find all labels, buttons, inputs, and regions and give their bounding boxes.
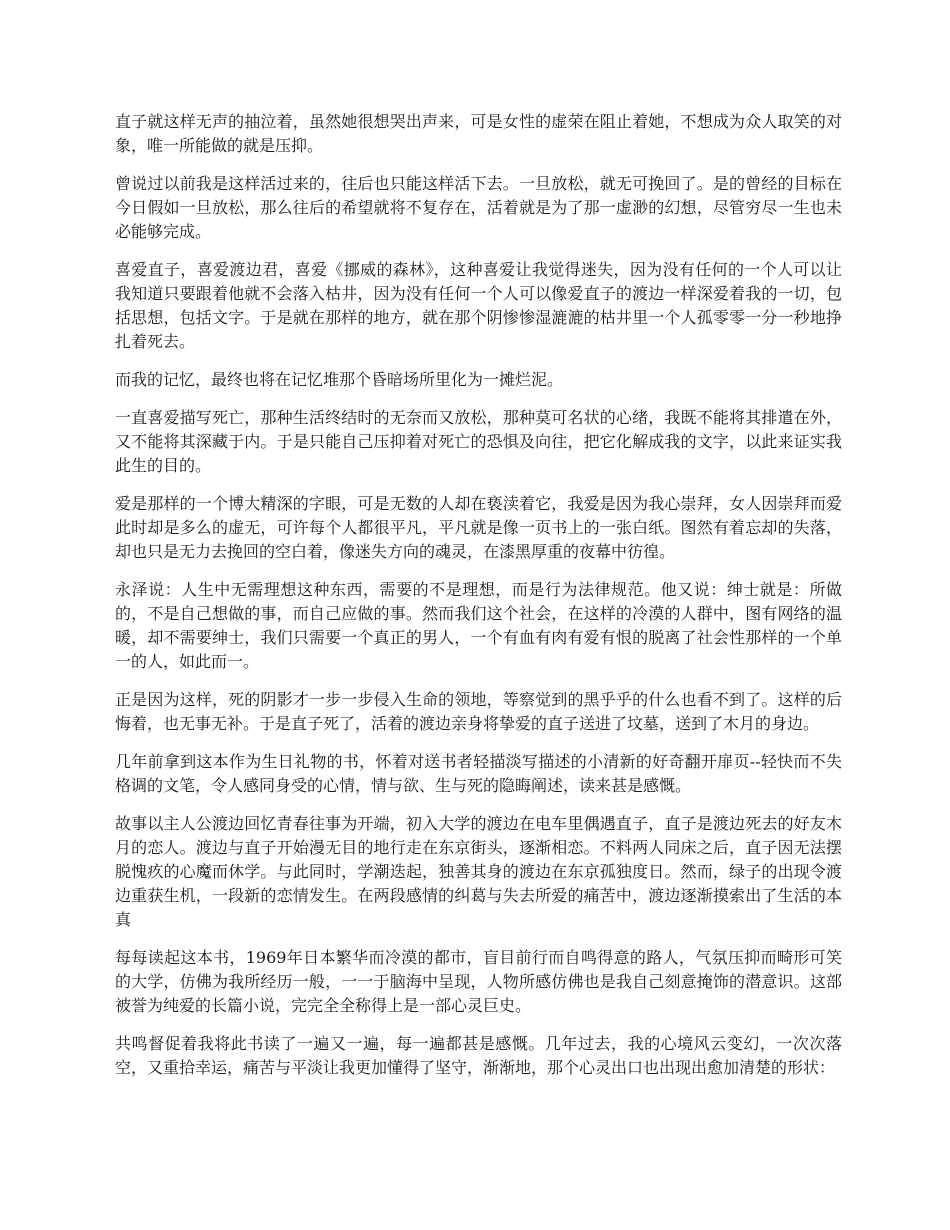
- paragraph-3: 喜爱直子，喜爱渡边君，喜爱《挪威的森林》，这种喜爱让我觉得迷失，因为没有任何的一个人可以让我知道只要跟着他就不会落入枯井，因为没有任何一个人可以像爱直子的渡边一样深爱着我的一切，包括思想，包括文字。于是就在那样的地方，就在那个阴惨惨湿漉漉的枯井里一个人孤零零一分一秒地挣扎着死去。: [115, 260, 842, 351]
- paragraph-2: 曾说过以前我是这样活过来的，往后也只能这样活下去。一旦放松，就无可挽回了。是的曾经的目标在今日假如一旦放松，那么往后的希望就将不复存在，活着就是为了那一虚渺的幻想，尽管穷尽一生也未必能够完成。: [115, 174, 842, 241]
- paragraph-11: 每每读起这本书，1969年日本繁华而冷漠的都市，盲目前行而自鸣得意的路人，气氛压抑而畸形可笑的大学，仿佛为我所经历一般，一一于脑海中呈现，人物所感仿佛也是我自己刻意掩饰的潜意识。这部被誉为纯爱的长篇小说，完完全全称得上是一部心灵巨史。: [115, 948, 842, 1015]
- paragraph-12: 共鸣督促着我将此书读了一遍又一遍，每一遍都甚是感慨。几年过去，我的心境风云变幻，一次次落空，又重拾幸运，痛苦与平淡让我更加懂得了坚守，渐渐地，那个心灵出口也出现出愈加清楚的形状：: [115, 1034, 842, 1077]
- paragraph-4: 而我的记忆，最终也将在记忆堆那个昏暗场所里化为一摊烂泥。: [115, 370, 564, 389]
- paragraph-8: 正是因为这样，死的阴影才一步一步侵入生命的领地，等察觉到的黑乎乎的什么也看不到了。这样的后悔着，也无事无补。于是直子死了，活着的渡边亲身将挚爱的直子送进了坟墓，送到了木月的身边。: [115, 690, 842, 733]
- paragraph-5: 一直喜爱描写死亡，那种生活终结时的无奈而又放松，那种莫可名状的心绪，我既不能将其排遣在外，又不能将其深藏于内。于是只能自己压抑着对死亡的恐惧及向往，把它化解成我的文字，以此来证实我此生的目的。: [115, 408, 842, 475]
- paragraph-9: 几年前拿到这本作为生日礼物的书，怀着对送书者轻描淡写描述的小清新的好奇翻开扉页--轻快而不失格调的文笔，令人感同身受的心情，情与欲、生与死的隐晦阐述，读来甚是感慨。: [115, 752, 842, 795]
- paragraph-1: 直子就这样无声的抽泣着，虽然她很想哭出声来，可是女性的虚荣在阻止着她，不想成为众人取笑的对象，唯一所能做的就是压抑。: [115, 112, 842, 155]
- paragraph-6: 爱是那样的一个博大精深的字眼，可是无数的人却在亵渎着它，我爱是因为我心崇拜，女人因崇拜而爱此时却是多么的虚无，可许每个人都很平凡，平凡就是像一页书上的一张白纸。图然有着忘却的失落，却也只是无力去挽回的空白着，像迷失方向的魂灵，在漆黑厚重的夜幕中彷徨。: [115, 494, 842, 561]
- paragraph-7: 永泽说：人生中无需理想这种东西，需要的不是理想，而是行为法律规范。他又说：绅士就是：所做的，不是自己想做的事，而自己应做的事。然而我们这个社会，在这样的冷漠的人群中，图有网络的温暖，却不需要绅士，我们只需要一个真正的男人，一个有血有肉有爱有恨的脱离了社会性那样的一个单一的人，如此而一。: [115, 580, 842, 671]
- document-page: [115, 110, 842, 1094]
- paragraph-10: 故事以主人公渡边回忆青春往事为开端，初入大学的渡边在电车里偶遇直子，直子是渡边死去的好友木月的恋人。渡边与直子开始漫无目的地行走在东京街头，逐渐相恋。不料两人同床之后，直子因无法摆脱愧疚的心魔而休学。与此同时，学潮迭起，独善其身的渡边在东京孤独度日。然而，绿子的出现令渡边重获生机，一段新的恋情发生。在两段感情的纠葛与失去所爱的痛苦中，渡边逐渐摸索出了生活的本真: [115, 814, 842, 929]
